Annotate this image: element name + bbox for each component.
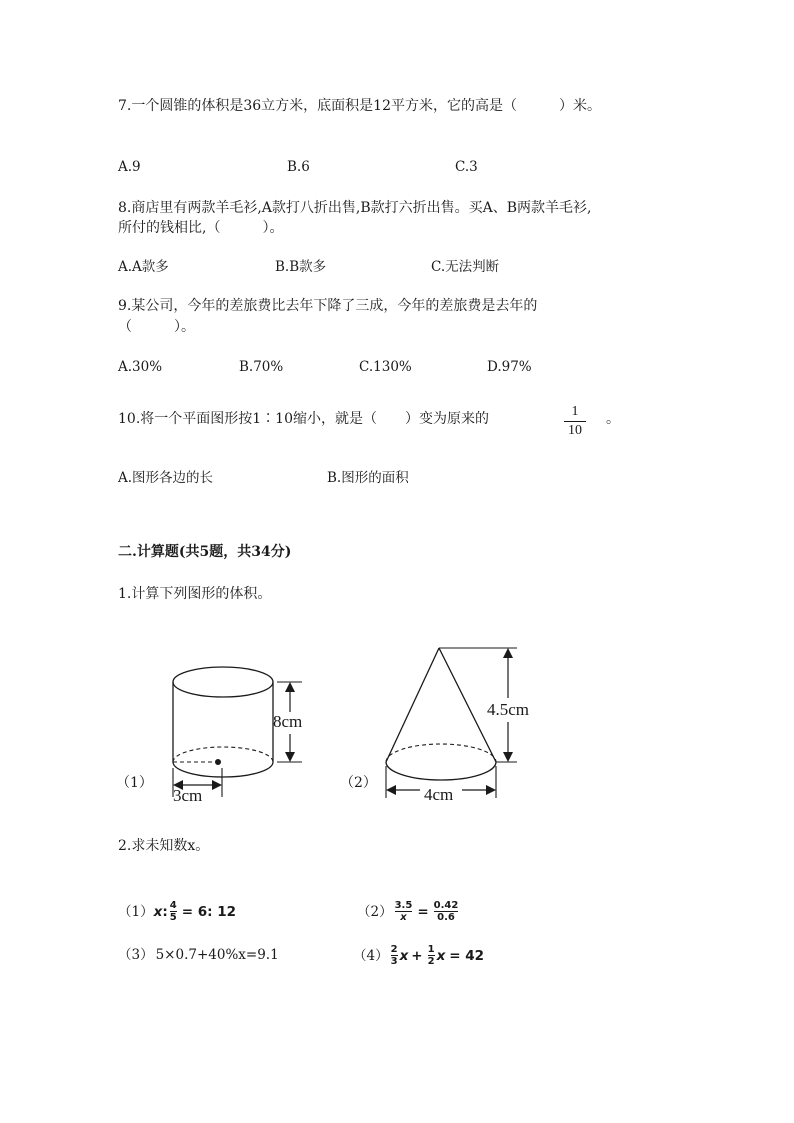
q7-option-b: B.6 (287, 159, 310, 175)
q9-text-line2: （ ）。 (118, 319, 195, 335)
eq4-fraction-2: 1 2 (427, 944, 435, 967)
calc2-text: 2.求未知数x。 (118, 838, 210, 854)
q10-option-a: A.图形各边的长 (118, 470, 214, 486)
cone-base-front (386, 762, 496, 780)
q9-option-a: A.30% (118, 359, 163, 375)
cone-height-label: 4.5cm (487, 700, 530, 719)
eq4-fraction-1: 2 3 (390, 944, 398, 967)
equation-1 (118, 900, 236, 923)
eq4-rhs: = 42 (449, 947, 485, 964)
equation-2 (357, 900, 460, 923)
equation-3 (118, 945, 279, 965)
q8-option-a: A.A款多 (118, 259, 169, 275)
cone-diameter-label: 4cm (424, 785, 454, 804)
q8-text-line1: 8.商店里有两款羊毛衫,A款打八折出售,B款打六折出售。买A、B两款羊毛衫, (118, 200, 592, 216)
cylinder-bottom-front (173, 762, 273, 777)
cylinder-bottom-back (173, 747, 273, 762)
cylinder-top-ellipse (173, 667, 273, 697)
q7-text: 7.一个圆锥的体积是36立方米，底面积是12平方米，它的高是（ ）米。 (118, 98, 601, 114)
q8-option-b: B.B款多 (275, 259, 327, 275)
q10-fraction-numerator: 1 (571, 404, 579, 419)
cone-figure (380, 640, 540, 815)
eq1-var: x (153, 903, 163, 920)
eq3-index: （3） (118, 947, 154, 963)
cone-left-edge (386, 648, 439, 762)
eq1-colon: : (162, 903, 168, 920)
equation-4 (353, 944, 484, 967)
eq2-left-fraction: 3.5 x (394, 900, 413, 923)
cylinder-center-dot (215, 759, 221, 765)
q8-text-line2: 所付的钱相比,（ ）。 (118, 220, 284, 236)
eq4-plus: + (411, 947, 423, 964)
cylinder-radius-label: 3cm (173, 786, 203, 805)
q10-fraction (564, 404, 586, 439)
eq1-rhs: = 6: 12 (181, 903, 236, 920)
q10-tail: 。 (606, 411, 620, 427)
calc1-text: 1.计算下列图形的体积。 (118, 586, 272, 602)
cylinder-index: （1） (116, 775, 153, 791)
eq4-var-1: x (399, 947, 409, 964)
q9-option-d: D.97% (487, 359, 532, 375)
eq1-index: （1） (118, 903, 154, 920)
q10-option-b: B.图形的面积 (327, 470, 409, 486)
q9-text-line1: 9.某公司，今年的差旅费比去年下降了三成，今年的差旅费是去年的 (118, 298, 538, 314)
eq1-fraction: 4 5 (169, 900, 177, 923)
q9-option-b: B.70% (239, 359, 284, 375)
section-title: 二.计算题(共5题，共34分) (118, 544, 292, 560)
q10-text: 10.将一个平面图形按1∶10缩小，就是（ ）变为原来的 (118, 411, 489, 427)
eq2-equals: = (417, 903, 429, 920)
eq4-index: （4） (353, 947, 389, 964)
eq4-var-2: x (436, 947, 446, 964)
q9-option-c: C.130% (359, 359, 412, 375)
cylinder-height-label: 8cm (273, 712, 303, 731)
q7-option-c: C.3 (455, 159, 478, 175)
q8-option-c: C.无法判断 (431, 259, 500, 275)
q7-option-a: A.9 (118, 159, 141, 175)
eq3-text: 5×0.7+40%x=9.1 (155, 947, 279, 963)
cone-index: （2） (340, 775, 377, 791)
eq2-index: （2） (357, 903, 393, 920)
cone-base-back (386, 744, 496, 762)
eq2-right-fraction: 0.42 0.6 (433, 900, 459, 923)
q10-fraction-denominator: 10 (568, 423, 582, 438)
